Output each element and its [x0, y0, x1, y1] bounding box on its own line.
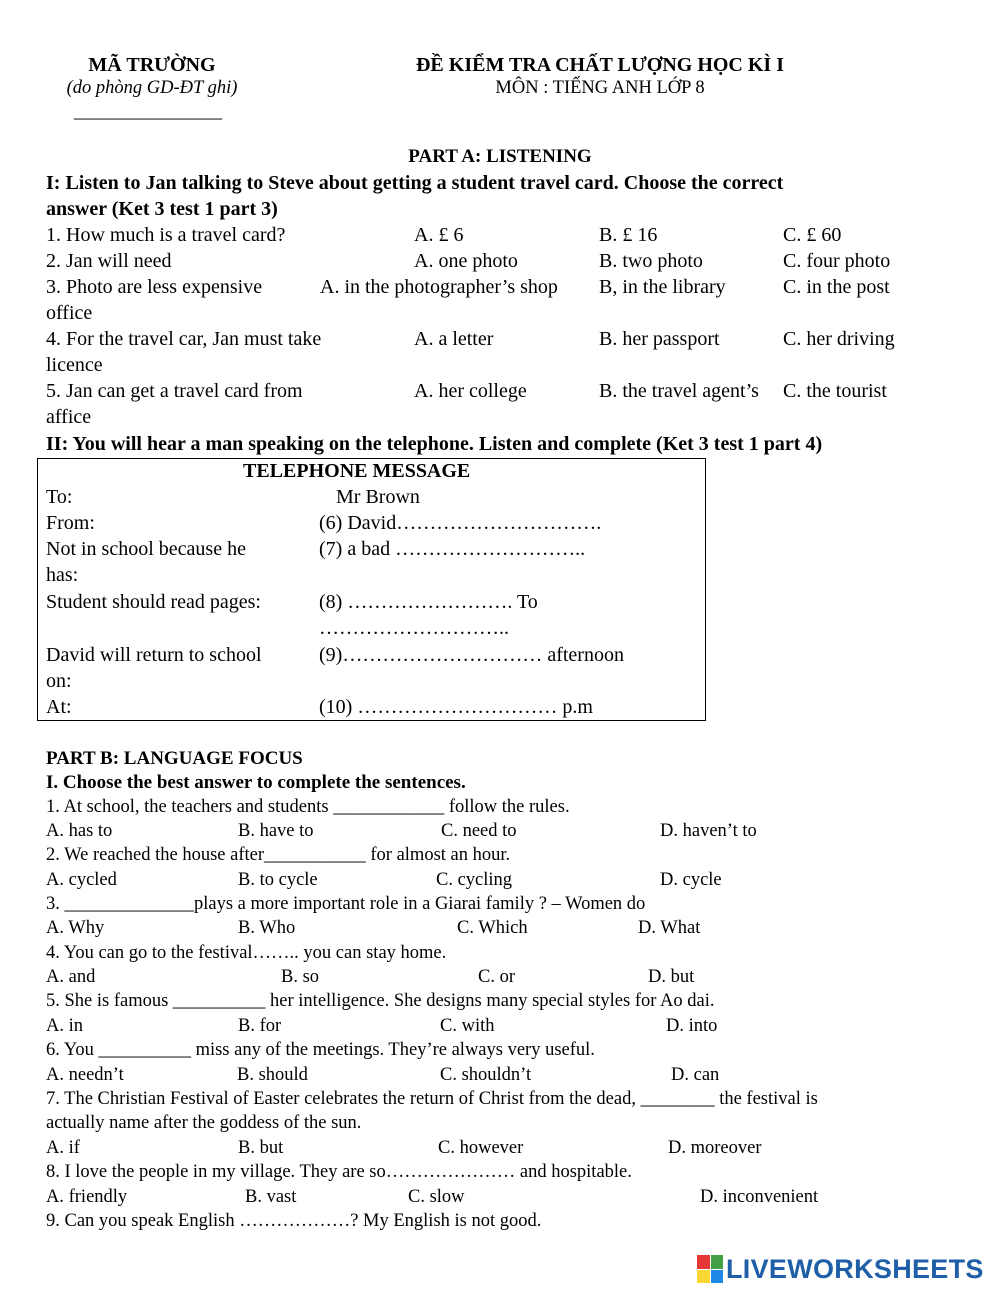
message-label: Not in school because he [46, 538, 246, 560]
message-blank-6[interactable]: (6) David…………………………. [319, 512, 602, 534]
option-a[interactable]: A. Why [46, 918, 105, 938]
option-a[interactable]: A. and [46, 967, 96, 987]
option-a[interactable]: A. in [46, 1016, 83, 1036]
option-b[interactable]: B. for [238, 1016, 282, 1036]
option-b[interactable]: B. have to [238, 821, 314, 841]
option-c[interactable]: C. slow [408, 1187, 465, 1207]
option-b[interactable]: B. Who [238, 918, 296, 938]
option-b[interactable]: B. her passport [599, 328, 720, 350]
option-a[interactable]: A. has to [46, 821, 113, 841]
option-c[interactable]: C. her driving [783, 328, 895, 350]
option-b[interactable]: B. so [281, 967, 320, 987]
option-d[interactable]: D. cycle [660, 870, 722, 890]
message-label-cont: has: [46, 564, 79, 586]
option-c[interactable]: C. shouldn’t [440, 1065, 532, 1085]
option-a[interactable]: A. in the photographer’s shop [320, 276, 558, 298]
part-b-title: PART B: LANGUAGE FOCUS [46, 748, 303, 769]
section-1-instruction-cont: answer (Ket 3 test 1 part 3) [46, 198, 278, 220]
question-text: 5. She is famous __________ her intelligence. She designs many special styles for Ao dai. [46, 991, 715, 1011]
message-label: Student should read pages: [46, 591, 261, 613]
question-text: 3. Photo are less expensive [46, 276, 263, 298]
message-label: David will return to school [46, 644, 262, 666]
subject: MÔN : TIẾNG ANH LỚP 8 [495, 78, 705, 98]
option-c[interactable]: C. Which [457, 918, 528, 938]
option-a[interactable]: A. friendly [46, 1187, 128, 1207]
school-note: (do phòng GD-ĐT ghi) [66, 78, 238, 98]
message-blank-10[interactable]: (10) ………………………… p.m [319, 696, 593, 718]
logo-text: LIVEWORKSHEETS [726, 1253, 984, 1284]
option-d[interactable]: D. inconvenient [700, 1187, 819, 1207]
question-text: 1. At school, the teachers and students ____________ follow the rules. [46, 797, 570, 817]
option-a[interactable]: A. her college [414, 380, 527, 402]
option-a[interactable]: A. one photo [414, 250, 518, 272]
option-a[interactable]: A. if [46, 1138, 80, 1158]
option-d[interactable]: D. moreover [668, 1138, 762, 1158]
option-b[interactable]: B. but [238, 1138, 284, 1158]
section-1-instruction: I: Listen to Jan talking to Steve about getting a student travel card. Choose the correct [46, 172, 784, 194]
message-blank-9[interactable]: (9)………………………… afternoon [319, 644, 624, 666]
option-b[interactable]: B, in the library [599, 276, 726, 298]
option-c[interactable]: C. however [438, 1138, 524, 1158]
option-b[interactable]: B. £ 16 [599, 224, 658, 246]
option-c[interactable]: C. or [478, 967, 515, 987]
question-text-cont: actually name after the goddess of the sun. [46, 1113, 362, 1133]
option-c[interactable]: C. cycling [436, 870, 513, 890]
option-c[interactable]: C. four photo [783, 250, 891, 272]
question-text: 5. Jan can get a travel card from [46, 380, 303, 402]
message-label: From: [46, 512, 95, 534]
question-text: 9. Can you speak English ………………? My English is not good. [46, 1211, 542, 1231]
option-b[interactable]: B. two photo [599, 250, 703, 272]
option-b[interactable]: B. should [237, 1065, 308, 1085]
exam-title: ĐỀ KIỂM TRA CHẤT LƯỢNG HỌC KÌ I [415, 54, 785, 76]
option-b[interactable]: B. the travel agent’s [599, 380, 759, 402]
message-label: To: [46, 486, 73, 508]
message-label-cont: on: [46, 670, 72, 692]
message-blank-8[interactable]: (8) ……………………. To [319, 591, 538, 613]
question-text: 8. I love the people in my village. They are so………………… and hospitable. [46, 1162, 632, 1182]
option-d[interactable]: D. haven’t to [660, 821, 757, 841]
liveworksheets-logo [697, 1254, 984, 1284]
message-value: Mr Brown [336, 486, 420, 508]
option-c[interactable]: C. £ 60 [783, 224, 842, 246]
question-text: 4. You can go to the festival…….. you can stay home. [46, 943, 447, 963]
section-2-instruction: II: You will hear a man speaking on the telephone. Listen and complete (Ket 3 test 1 part 4) [46, 433, 823, 455]
part-a-title: PART A: LISTENING [408, 146, 592, 167]
question-text: 6. You __________ miss any of the meetings. They’re always very useful. [46, 1040, 595, 1060]
option-a[interactable]: A. needn’t [46, 1065, 124, 1085]
question-text: 7. The Christian Festival of Easter celebrates the return of Christ from the dead, ________ the festival is [46, 1089, 818, 1109]
question-text: 3. ______________plays a more important role in a Giarai family ? – Women do [46, 894, 646, 914]
option-continuation: licence [46, 354, 103, 376]
option-continuation: office [46, 302, 93, 324]
option-a[interactable]: A. a letter [414, 328, 494, 350]
option-a[interactable]: A. cycled [46, 870, 117, 890]
message-blank-8-cont[interactable]: ……………………….. [319, 617, 509, 639]
school-code: MÃ TRƯỜNG [88, 54, 216, 76]
school-line: ________________ [74, 102, 222, 122]
message-label: At: [46, 696, 72, 718]
option-b[interactable]: B. to cycle [238, 870, 318, 890]
message-blank-7[interactable]: (7) a bad ……………………….. [319, 538, 586, 560]
part-b-section-1-title: I. Choose the best answer to complete the sentences. [46, 772, 466, 793]
question-text: 2. We reached the house after___________ for almost an hour. [46, 845, 511, 865]
option-d[interactable]: D. into [666, 1016, 718, 1036]
option-c[interactable]: C. with [440, 1016, 495, 1036]
question-text: 2. Jan will need [46, 250, 172, 272]
question-text: 4. For the travel car, Jan must take [46, 328, 322, 350]
option-b[interactable]: B. vast [245, 1187, 297, 1207]
option-a[interactable]: A. £ 6 [414, 224, 464, 246]
question-text: 1. How much is a travel card? [46, 224, 286, 246]
message-title: TELEPHONE MESSAGE [243, 460, 471, 482]
option-d[interactable]: D. can [671, 1065, 720, 1085]
option-c[interactable]: C. the tourist [783, 380, 887, 402]
option-c[interactable]: C. in the post [783, 276, 890, 298]
option-c[interactable]: C. need to [441, 821, 517, 841]
option-d[interactable]: D. but [648, 967, 695, 987]
option-d[interactable]: D. What [638, 918, 701, 938]
option-continuation: affice [46, 406, 92, 428]
logo-icon [697, 1255, 723, 1283]
